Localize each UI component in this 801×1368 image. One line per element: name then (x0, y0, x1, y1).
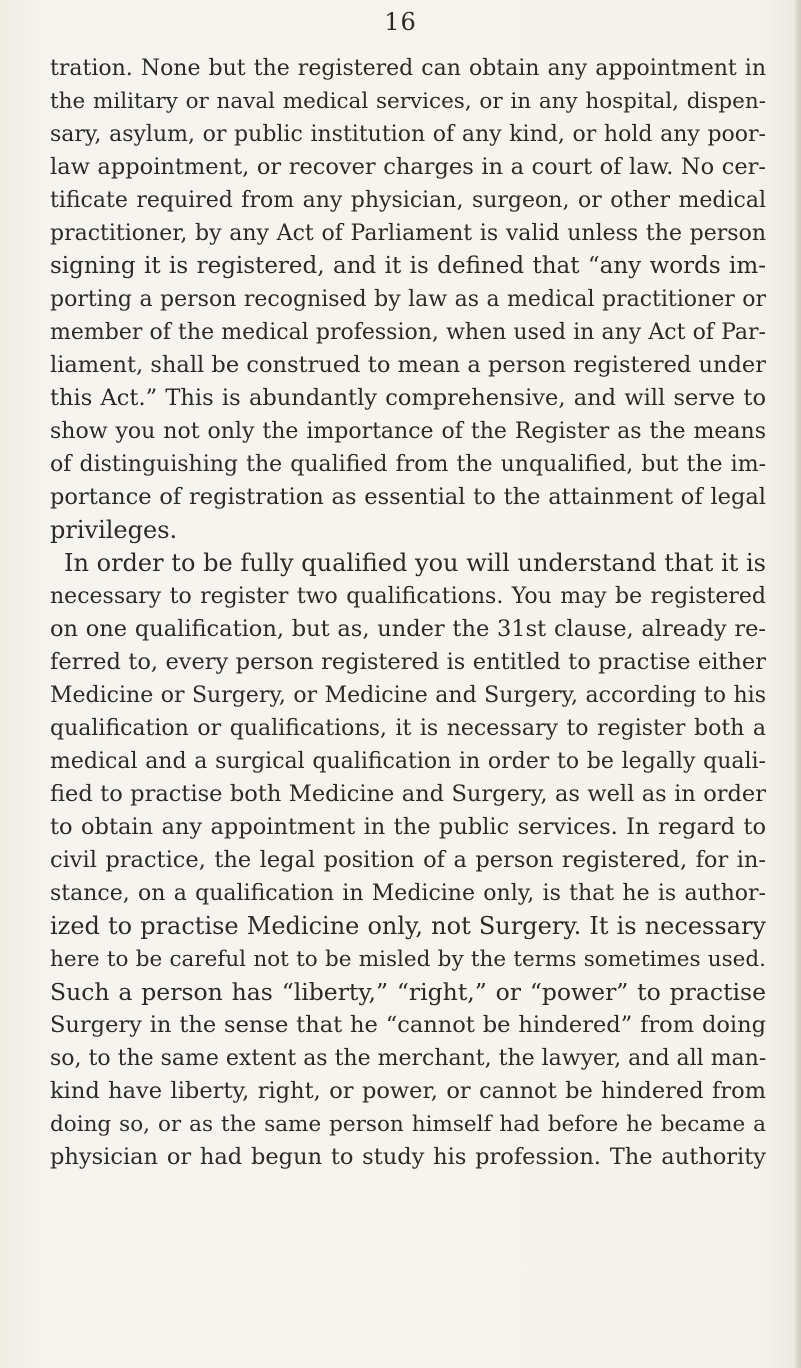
text-line: law appointment, or recover charges in a court of law. No cer- (50, 154, 766, 180)
text-line: ferred to, every person registered is entitled to practise either (50, 649, 766, 675)
text-line: porting a person recognised by law as a medical practitioner or (50, 287, 766, 312)
text-line: kind have liberty, right, or power, or cannot be hindered from (50, 1078, 766, 1104)
text-line: sary, asylum, or public institution of any kind, or hold any poor- (50, 122, 766, 147)
text-line: to obtain any appointment in the public services. In regard to (50, 814, 766, 840)
text-line: tration. None but the registered can obtain any appointment in (50, 56, 766, 81)
text-line: ized to practise Medicine only, not Surgery. It is necessary (50, 912, 766, 940)
text-line: portance of registration as essential to the attainment of legal (50, 484, 766, 510)
text-line: signing it is registered, and it is defined that “any words im- (50, 253, 766, 279)
text-line: on one qualification, but as, under the 31st clause, already re- (50, 616, 766, 642)
text-line: Medicine or Surgery, or Medicine and Surgery, according to his (50, 683, 766, 708)
text-line: practitioner, by any Act of Parliament is valid unless the person (50, 221, 766, 246)
page-edge (795, 0, 801, 1368)
text-line: medical and a surgical qualification in order to be legally quali- (50, 749, 766, 774)
text-line: fied to practise both Medicine and Surgery, as well as in order (50, 781, 766, 807)
paragraph-start-line: In order to be fully qualified you will understand that it is (64, 549, 766, 577)
text-line: necessary to register two qualifications. You may be registered (50, 584, 766, 609)
text-line: so, to the same extent as the merchant, the lawyer, and all man- (50, 1046, 767, 1071)
text-line: Such a person has “liberty,” “right,” or “power” to practise (50, 978, 766, 1006)
text-line: liament, shall be construed to mean a person registered under (50, 352, 766, 378)
text-line: here to be careful not to be misled by the terms sometimes used. (50, 947, 766, 972)
text-line: of distinguishing the qualified from the unqualified, but the im- (50, 452, 766, 477)
text-line: qualification or qualifications, it is necessary to register both a (50, 716, 766, 741)
text-line: physician or had begun to study his profession. The authority (50, 1144, 766, 1170)
text-line: this Act.” This is abundantly comprehensive, and will serve to (50, 385, 766, 411)
page-number: 16 (384, 8, 417, 36)
text-line: privileges. (50, 516, 178, 544)
text-line: the military or naval medical services, or in any hospital, dispen- (50, 89, 766, 114)
text-line: doing so, or as the same person himself had before he became a (50, 1112, 766, 1137)
text-line: civil practice, the legal position of a person registered, for in- (50, 847, 766, 873)
text-line: member of the medical profession, when used in any Act of Par- (50, 320, 766, 345)
text-line: stance, on a qualification in Medicine only, is that he is author- (50, 881, 766, 906)
text-line: Surgery in the sense that he “cannot be hindered” from doing (50, 1012, 766, 1038)
body-text (50, 52, 766, 1174)
text-line: show you not only the importance of the Register as the means (50, 419, 766, 444)
text-line: tificate required from any physician, surgeon, or other medical (50, 188, 766, 213)
